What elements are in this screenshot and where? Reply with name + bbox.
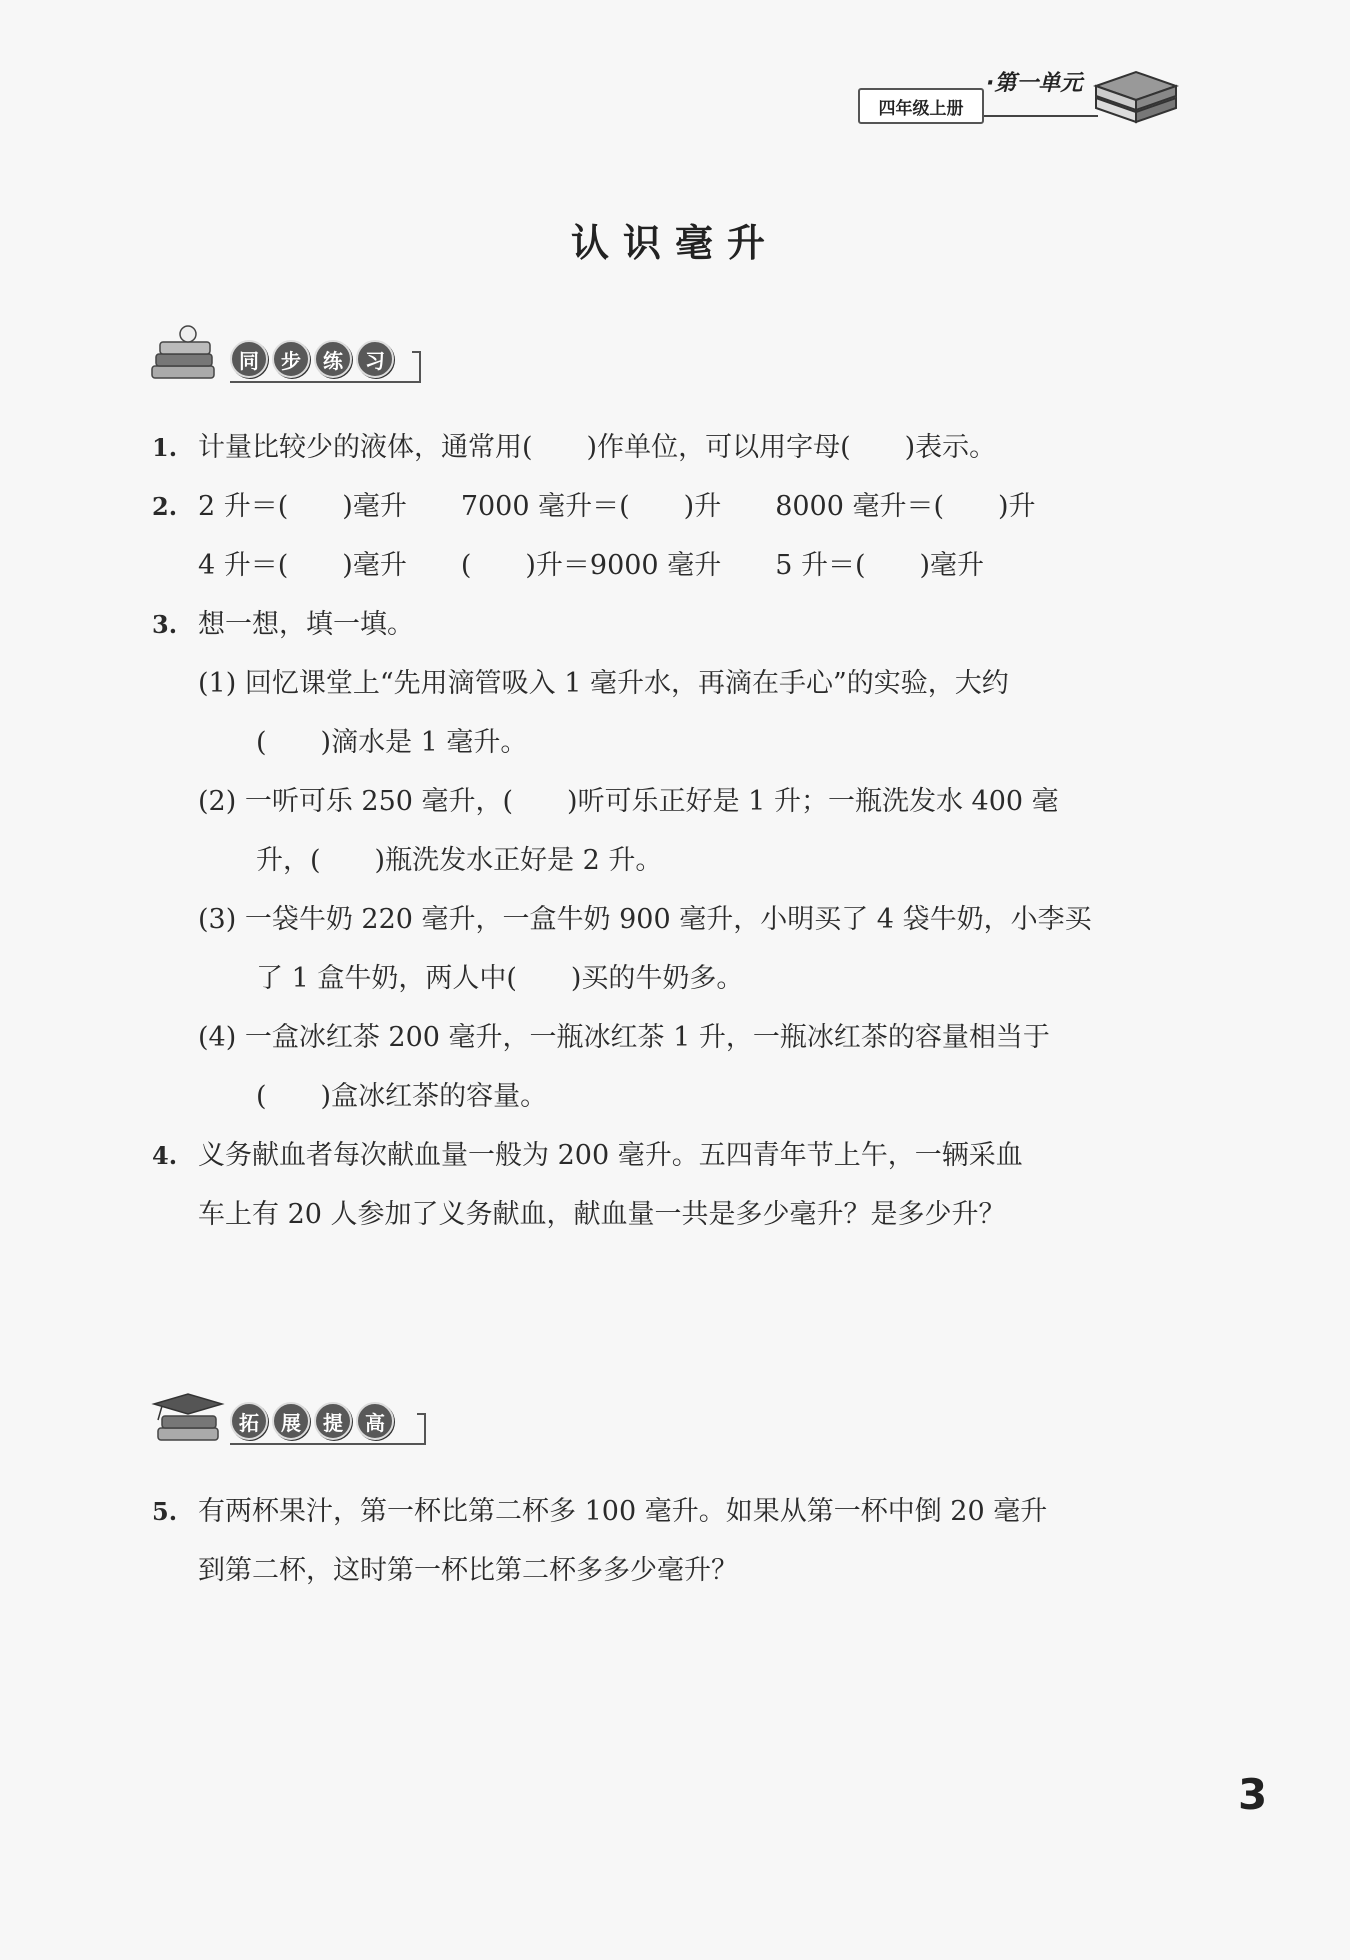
page-header (858, 58, 1188, 138)
page-title: 认识毫升 (570, 221, 779, 265)
badge-char: 提 (314, 1402, 352, 1440)
question-text: 2 升＝( )毫升 7000 毫升＝( )升 8000 毫升＝( )升 (198, 491, 1036, 522)
question-text: 计量比较少的液体，通常用( )作单位，可以用字母( )表示。 (198, 432, 997, 463)
badge-char: 高 (356, 1402, 394, 1440)
question-number: 2. (152, 492, 178, 521)
sub-question-text: 了 1 盒牛奶，两人中( )买的牛奶多。 (256, 963, 744, 994)
badge-char: 拓 (230, 1402, 268, 1440)
badge-char: 同 (230, 340, 268, 378)
question-text: 想一想，填一填。 (198, 609, 414, 640)
question-text: 4 升＝( )毫升 ( )升＝9000 毫升 5 升＝( )毫升 (198, 550, 985, 581)
sub-question-text: (3) 一袋牛奶 220 毫升，一盒牛奶 900 毫升，小明买了 4 袋牛奶，小李买 (198, 904, 1092, 935)
question-text: 有两杯果汁，第一杯比第二杯多 100 毫升。如果从第一杯中倒 20 毫升 (198, 1496, 1048, 1527)
sub-question-text: (1) 回忆课堂上“先用滴管吸入 1 毫升水，再滴在手心”的实验，大约 (198, 668, 1009, 699)
unit-label: ·第一单元 (986, 71, 1083, 96)
question-number: 4. (152, 1141, 178, 1170)
section-heading-practice (150, 318, 440, 398)
badge-char: 练 (314, 340, 352, 378)
question-number: 5. (152, 1497, 178, 1526)
badge-char: 展 (272, 1402, 310, 1440)
question-text: 义务献血者每次献血量一般为 200 毫升。五四青年节上午，一辆采血 (198, 1140, 1023, 1171)
section-badges (230, 1402, 394, 1440)
sub-question-text: (4) 一盒冰红茶 200 毫升，一瓶冰红茶 1 升，一瓶冰红茶的容量相当于 (198, 1022, 1050, 1053)
sub-question-text: (2) 一听可乐 250 毫升，( )听可乐正好是 1 升；一瓶洗发水 400 毫 (198, 786, 1059, 817)
sub-question-text: ( )盒冰红茶的容量。 (256, 1081, 548, 1112)
badge-char: 习 (356, 340, 394, 378)
grade-label: 四年级上册 (858, 88, 984, 124)
page-number: 3 (1238, 1770, 1268, 1819)
question-number: 1. (152, 433, 178, 462)
sub-question-text: ( )滴水是 1 毫升。 (256, 727, 528, 758)
sub-question-text: 升，( )瓶洗发水正好是 2 升。 (256, 845, 663, 876)
section-badges (230, 340, 394, 378)
badge-char: 步 (272, 340, 310, 378)
question-text: 到第二杯，这时第一杯比第二杯多多少毫升？ (198, 1555, 738, 1586)
question-number: 3. (152, 610, 178, 639)
section-heading-extension (150, 1380, 440, 1460)
question-text: 车上有 20 人参加了义务献血，献血量一共是多少毫升？是多少升？ (198, 1199, 1006, 1230)
